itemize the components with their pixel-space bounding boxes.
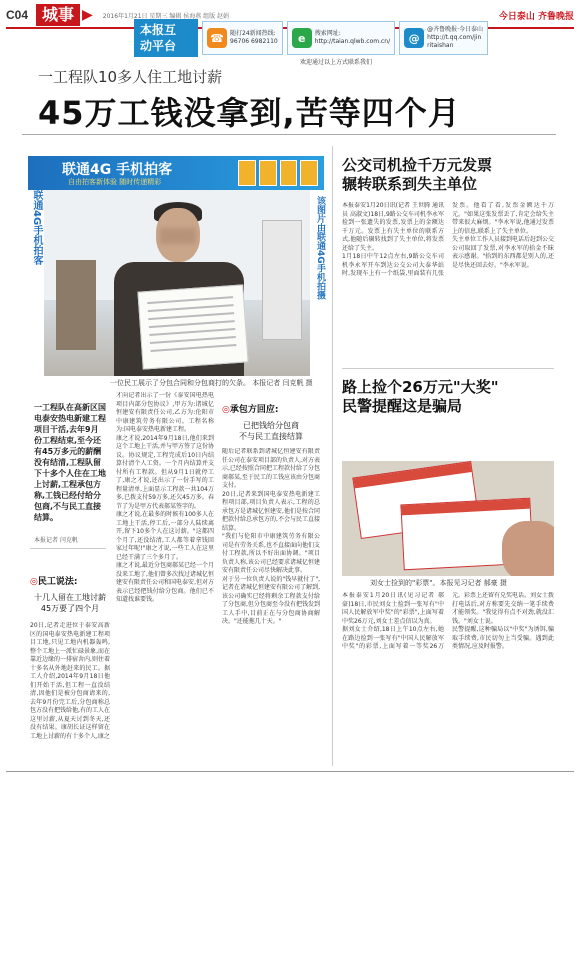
workers-body: 20日,记者走进位于泰安高新区的国电泰安热电新建工程项目工地,只见工地内机器轰鸣,整个工地上一派忙碌景象,而在靠近边缘的一排宿舍内,则住着十多名从外地赶来的民工。据工人介绍,2014年9月18日他们开始干活,但工程一直没结清,因他们是被分包商请来的,去年9月份完工后,分包商称总包方没有把钱给他,有的工人在这里讨薪,从夏天讨到冬天,还没有结果。康胡长证这样留在工地上讨薪的有十多个人,康之	[30, 622, 110, 740]
workers-subtitle: 十几人留在工地讨薪 45万要了四个月	[34, 593, 106, 613]
section-subhead-workers: ◎民工说法:	[30, 577, 78, 587]
weibo-icon: @	[404, 28, 424, 48]
phones-icon	[238, 160, 318, 186]
article-headline: 45万工钱没拿到,苦等四个月	[38, 94, 461, 132]
phone-icon: ☎	[207, 28, 227, 48]
divider	[30, 548, 106, 549]
newspaper-brand: 今日泰山 齐鲁晚报	[498, 11, 574, 22]
article-byline: 本报记者 闫克帆	[34, 537, 78, 544]
news-photo	[44, 190, 310, 376]
lottery-caption: 刘女士捡到的"彩票"。本报见习记者 郝豪 摄	[370, 579, 507, 587]
lottery-article-body: 本报泰安1月20日讯(见习记者 郝豪)18日,市民刘女士捡到一张写有"中国人民解放军中奖"的"彩票",上面写着中奖26万元,刘女士差点信以为真。 据刘女士介绍,18日上午10点左右,她在路边捡到一张写有"中国人民解放军中奖"的彩票,上面写着一等奖26万元。彩票上还留有兑奖电话。刘女士拨打电话后,对方称要先交纳一笔手续费才能领奖。"我觉得有点不对劲,就没汇钱。"刘女士说。 民警提醒,这种骗局以"中奖"为诱饵,骗取手续费,市民切勿上当受骗。遇到此类情况,应及时报警。	[342, 592, 554, 650]
section-subhead-contractor: ◎承包方回应:	[222, 405, 279, 415]
ad-subtitle: 自由拍客新体验 随时传递精彩	[68, 178, 162, 186]
ad-title: 联通4G 手机拍客	[62, 162, 173, 178]
article-lead: 一工程队在高新区国电泰安热电新建工程项目干活,去年9月份工程结束,至今还有45万多元的薪酬没有结清,工程队留下十多个人住在工地上讨薪,工程承包方称,工钱已经付给分包商,不与民工直接结算。	[34, 403, 106, 522]
banner-caption: 欢迎通过以上方式联系我们	[300, 59, 373, 66]
ad-side-label: 联通4G手机拍客	[31, 190, 42, 266]
lottery-photo	[342, 461, 554, 576]
page-number: C04	[6, 8, 29, 22]
headline-rule	[22, 134, 556, 135]
photo-block	[28, 156, 324, 376]
banner-title: 本报互 动平台	[134, 19, 198, 57]
photo-side-label: 该图片由联通4G手机拍摄	[315, 196, 325, 300]
column-divider	[332, 146, 333, 766]
weibo-box[interactable]: @ @齐鲁晚报·今日泰山 http://t.qq.com/jin ritaishan	[399, 21, 488, 55]
bus-article-body: 本报泰安1月20日讯(记者 王世腾 通讯员 高淑文)18日,9路公交车司机李永军捡到一张遗失的发票,发票上的金额达千万元。发票上有失主单位的联系方式,他随后辗转找到了失主单位,将发票还给了失主。 1月18日中午12点左右,9路公交车司机李永军开车到达公交公司大泰华站时,发现车上有一个纸袋,里面装有几张发票。他看了看,发票金额达千万元。"如果这张发票丢了,肯定会给失主带来很大麻烦。"李永军说,他通过发票上的信息,联系上了失主单位。 失主单位工作人员接到电话后赶到公交公司取回了发票,对李永军的拾金不昧表示感谢。"拾到的东西都是别人的,还是尽快还回去好。"李永军说。	[342, 202, 554, 277]
contractor-body: 随后记者联系到诸城亿恒建安有限责任公司在泰安项目部的负责人,对方表示,已经按照合同把工程款付给了分包商郝某,至于民工的工钱应该由分包商支付。 20日,记者来到国电泰安热电新建工程项目部,项目负责人表示,工程的总承包方是诸城亿恒建安,他们是按合同把款付给总承包方的,不会与民工直接结算。 "我们与伦阳市中康建筑劳务有限公司是有劳务关系,也不直接面向他们支付工程款,所以不好出面协调。"项目负责人称,该公司已经要求诸城亿恒建安有限责任公司尽快解决此事。 对于另一位负责人说的"钱早就付了",记者在诸城亿恒建安有限公司了解到,该公司确实已经将剩余工程款支付给了分包商,但分包商至今没有把钱发到工人手中,目前正在与分包商协商解决。"还能拖几十天。"	[222, 448, 320, 625]
bottom-rule	[6, 771, 574, 772]
arrow-icon: ▶	[82, 7, 93, 23]
document-in-hand	[137, 284, 248, 369]
main-body-col2: 才向记者出示了一份《泰安国电热电项目内部分包协议》,甲方为:诸城亿恒建安有限责任公司,乙方为:伦阳市中康建筑劳务有限公司。工程名称为:国电泰安热电新建工程。 康之才说,2014年9月18日,他们来到这个工地上干活,并与甲方签了这份协议。协议规定,工程完成后10日内结算付清个人工资。一个月内结算并支付所有工程款。但从9月1日就停工了,康之才说,还出示了一份手写的工程量清单,上面显示工程款一共104万多,已拨支付59万多,还欠45万多。春节了为是甲方代表郝某签字的。 康之才说,在最多的时候有100多人在工地上干活,停工后,一部分人陆续离开,留下10多个人在这讨薪。"这都四个月了,还没结清,工人都等着拿钱回家过年呢!"康之才说,一些工人在这里已经干满了三个多月了。 康之才说,最近分包商郝某已经一个月没来工地了,他们曾多次找过诸城亿恒建安有限责任公司和国电泰安,但对方表示已经把钱付给分包商。他们已不知道找谁要钱。	[116, 392, 214, 603]
dateline: 2016年1月21日 星期三 编辑 侯海燕 组版 赵娟	[102, 12, 230, 20]
divider	[342, 368, 554, 369]
website-box[interactable]: e 搜索网址: http://taian.qlwb.com.cn/	[287, 21, 395, 55]
browser-icon: e	[292, 28, 312, 48]
hotline-box[interactable]: ☎ 随打24新闻热线: 96706 6982110	[202, 21, 283, 55]
section-label: 城事	[36, 4, 80, 26]
contractor-subtitle: 已把钱给分包商 不与民工直接结算	[239, 421, 303, 441]
unicom-ad-strip	[28, 156, 324, 190]
lottery-article-headline: 路上捡个26万元"大奖" 民警提醒这是骗局	[342, 378, 499, 415]
bus-article-headline: 公交司机捡千万元发票 辗转联系到失主单位	[342, 156, 493, 193]
photo-caption: 一位民工展示了分包合同和分包商打的欠条。 本报记者 闫克帆 摄	[110, 379, 313, 387]
article-kicker: 一工程队10多人住工地讨薪	[38, 68, 223, 86]
interaction-banner	[134, 19, 580, 57]
